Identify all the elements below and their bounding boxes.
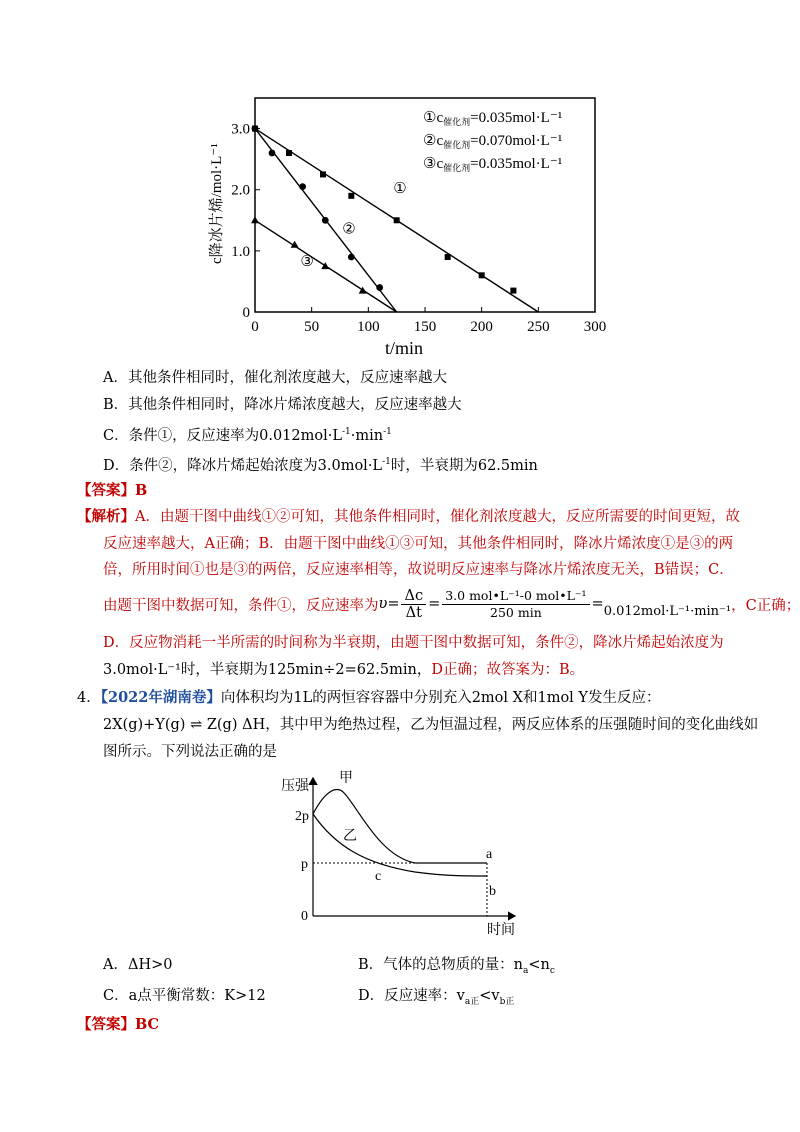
rate-formula: υ= $\frac{\Delta c}{\Delta t}$ = $\frac{\text{3.0 mol•L⁻¹-0 mol•L⁻¹}}{250 \min}$ = 0.012mol·L⁻¹·min⁻¹	[378, 587, 732, 621]
legend-entry-2: $②c_{催化剂}=0.070mol\cdot L^{-1}$	[423, 133, 563, 150]
q4-option-d: D．反应速率：$v_{a正}<v_{b正}$	[358, 988, 515, 1007]
x-axis-label: t/min	[385, 338, 424, 358]
q4-option-c: C．a点平衡常数：K>12	[103, 988, 266, 1004]
y-tick-p: p	[301, 857, 308, 872]
x-tick-label: 150	[413, 319, 437, 335]
curve-yi	[313, 814, 487, 876]
legend-entry-1: $①c_{催化剂}=0.035mol\cdot L^{-1}$	[423, 110, 563, 127]
q3-analysis-line-2: 反应速率越大，A正确；B．由题干图中曲线①③可知，其他条件相同时，降冰片烯浓度①是③的两	[103, 536, 734, 552]
q3-answer: 【答案】B	[77, 482, 148, 499]
data-point-circle	[269, 150, 276, 157]
y-axis-label: 压强	[281, 779, 309, 794]
q4-answer: 【答案】BC	[77, 1016, 160, 1033]
data-point-square	[348, 193, 354, 199]
y-tick-0: 0	[301, 909, 308, 924]
data-point-circle	[348, 254, 355, 261]
data-point-square	[320, 171, 326, 177]
data-point-square	[445, 254, 451, 260]
data-point-circle	[322, 217, 329, 224]
q4-stem-line-3: 图所示。下列说法正确的是	[103, 744, 277, 760]
q3-analysis-line-3: 倍，所用时间①也是③的两倍，反应速率相等，故说明反应速率与降冰片烯浓度无关，B错误；C．	[103, 562, 734, 578]
y-tick-label: 0	[242, 305, 250, 321]
curve-label-1: ①	[393, 180, 407, 197]
y-tick-2p: 2p	[295, 809, 309, 824]
y-tick-label: 1.0	[231, 243, 250, 260]
point-c: c	[375, 869, 382, 884]
x-tick-label: 0	[251, 319, 259, 335]
y-tick-label: 3.0	[231, 121, 250, 138]
plot-frame	[255, 98, 595, 312]
q4-option-a: A．ΔH>0	[103, 957, 173, 973]
q3-option-a: A．其他条件相同时，催化剂浓度越大，反应速率越大	[103, 370, 447, 386]
curve-label-3: ③	[300, 254, 314, 271]
x-tick-label: 300	[583, 319, 607, 335]
data-point-circle	[376, 284, 383, 291]
x-tick-label: 200	[470, 319, 493, 335]
q3-option-d: D．条件②，降冰片烯起始浓度为$3.0mol\cdot L^{-1}$时，半衰期为62.5min	[103, 457, 538, 474]
data-point-square	[286, 150, 292, 156]
x-tick-label: 250	[527, 319, 550, 335]
q3-option-b: B．其他条件相同时，降冰片烯浓度越大，反应速率越大	[103, 397, 462, 413]
q3-analysis-line-4: 由题干图中数据可知，条件①，反应速率为 υ= $\frac{\Delta c}{\Delta t}$ = $\frac{\text{3.0 mol•L⁻¹-0 mol•L⁻¹}}{250 \min}$ = 0.012mol·L⁻¹·min⁻¹ ，C正确；	[103, 587, 800, 621]
pressure-time-chart	[275, 766, 535, 942]
data-point-triangle	[251, 216, 259, 223]
data-point-circle	[252, 125, 259, 132]
q3-analysis-line-5: D．反应物消耗一半所需的时间称为半衰期，由题干图中数据可知，条件②，降冰片烯起始浓度为	[103, 635, 724, 651]
y-axis-label: c降冰片烯/mol·L⁻¹	[209, 143, 225, 264]
point-b: b	[489, 884, 496, 899]
x-tick-label: 50	[304, 319, 320, 335]
y-tick-label: 2.0	[231, 182, 250, 199]
q4-stem-line-1: 4．【2022年湖南卷】向体积均为1L的两恒容容器中分别充入2mol X和1mol Y发生反应：	[77, 689, 661, 706]
q3-analysis-line-6: 3.0mol·L⁻¹时，半衰期为125min÷2=62.5min，D正确；故答案为：B。	[103, 662, 585, 678]
q4-option-b: B．气体的总物质的量：$n_a<n_c$	[358, 957, 555, 976]
x-tick-label: 100	[357, 319, 380, 335]
data-point-square	[479, 272, 485, 278]
curve-jia	[313, 790, 487, 863]
label-yi: 乙	[343, 829, 357, 844]
data-point-square	[510, 288, 516, 294]
q3-option-c: C．条件①，反应速率为$0.012mol\cdot L^{-1}\cdot\min^{-1}$	[103, 427, 392, 444]
label-jia: 甲	[339, 771, 353, 786]
q4-stem-line-2: 2X(g)+Y(g) ⇌ Z(g) ΔH，其中甲为绝热过程，乙为恒温过程，两反应体系的压强随时间的变化曲线如	[103, 717, 759, 733]
legend-entry-3: $③c_{催化剂}=0.035mol\cdot L^{-1}$	[423, 156, 563, 173]
q3-analysis-line-1: 【解析】A．由题干图中曲线①②可知，其他条件相同时，催化剂浓度越大，反应所需要的时间更短，故	[77, 508, 740, 525]
x-axis-label: 时间	[487, 923, 515, 938]
data-point-circle	[299, 183, 306, 190]
curve-label-2: ②	[342, 221, 356, 238]
data-point-square	[394, 217, 400, 223]
point-a: a	[486, 847, 493, 862]
concentration-time-chart	[195, 92, 615, 360]
